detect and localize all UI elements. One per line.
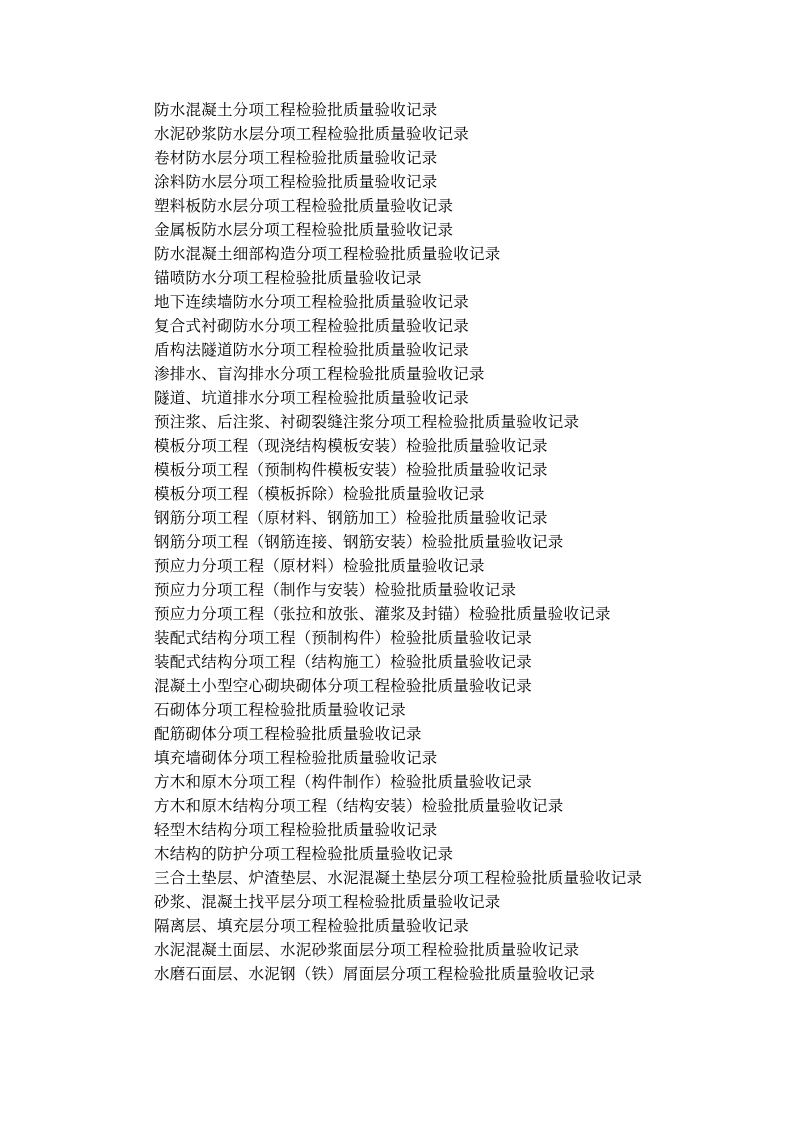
list-item: 填充墙砌体分项工程检验批质量验收记录 — [154, 749, 438, 767]
list-item: 复合式衬砌防水分项工程检验批质量验收记录 — [154, 317, 470, 335]
list-item: 水泥砂浆防水层分项工程检验批质量验收记录 — [154, 125, 470, 143]
list-item: 配筋砌体分项工程检验批质量验收记录 — [154, 725, 422, 743]
list-item: 预应力分项工程（原材料）检验批质量验收记录 — [154, 557, 485, 575]
list-item: 装配式结构分项工程（预制构件）检验批质量验收记录 — [154, 629, 533, 647]
list-item: 金属板防水层分项工程检验批质量验收记录 — [154, 221, 454, 239]
list-item: 地下连续墙防水分项工程检验批质量验收记录 — [154, 293, 470, 311]
record-form-list — [118, 98, 666, 986]
list-item: 石砌体分项工程检验批质量验收记录 — [154, 701, 407, 719]
list-item: 砂浆、混凝土找平层分项工程检验批质量验收记录 — [154, 893, 501, 911]
list-item: 盾构法隧道防水分项工程检验批质量验收记录 — [154, 341, 470, 359]
list-item: 水磨石面层、水泥钢（铁）屑面层分项工程检验批质量验收记录 — [154, 965, 596, 983]
list-item: 隧道、坑道排水分项工程检验批质量验收记录 — [154, 389, 470, 407]
list-item: 轻型木结构分项工程检验批质量验收记录 — [154, 821, 438, 839]
list-item: 锚喷防水分项工程检验批质量验收记录 — [154, 269, 422, 287]
list-item: 模板分项工程（预制构件模板安装）检验批质量验收记录 — [154, 461, 548, 479]
list-item: 水泥混凝土面层、水泥砂浆面层分项工程检验批质量验收记录 — [154, 941, 580, 959]
list-item: 模板分项工程（现浇结构模板安装）检验批质量验收记录 — [154, 437, 548, 455]
list-item: 卷材防水层分项工程检验批质量验收记录 — [154, 149, 438, 167]
list-item: 钢筋分项工程（钢筋连接、钢筋安装）检验批质量验收记录 — [154, 533, 564, 551]
list-item: 预注浆、后注浆、衬砌裂缝注浆分项工程检验批质量验收记录 — [154, 413, 580, 431]
list-item: 渗排水、盲沟排水分项工程检验批质量验收记录 — [154, 365, 485, 383]
list-item: 模板分项工程（模板拆除）检验批质量验收记录 — [154, 485, 485, 503]
list-item: 隔离层、填充层分项工程检验批质量验收记录 — [154, 917, 470, 935]
list-item: 木结构的防护分项工程检验批质量验收记录 — [154, 845, 454, 863]
list-item: 防水混凝土分项工程检验批质量验收记录 — [154, 101, 438, 119]
list-item: 防水混凝土细部构造分项工程检验批质量验收记录 — [154, 245, 501, 263]
list-item: 涂料防水层分项工程检验批质量验收记录 — [154, 173, 438, 191]
list-item: 混凝土小型空心砌块砌体分项工程检验批质量验收记录 — [154, 677, 533, 695]
list-item: 塑料板防水层分项工程检验批质量验收记录 — [154, 197, 454, 215]
list-item: 方木和原木分项工程（构件制作）检验批质量验收记录 — [154, 773, 533, 791]
list-item: 钢筋分项工程（原材料、钢筋加工）检验批质量验收记录 — [154, 509, 548, 527]
list-item: 方木和原木结构分项工程（结构安装）检验批质量验收记录 — [154, 797, 564, 815]
list-item: 预应力分项工程（制作与安装）检验批质量验收记录 — [154, 581, 517, 599]
list-item: 三合土垫层、炉渣垫层、水泥混凝土垫层分项工程检验批质量验收记录 — [154, 869, 643, 887]
list-item: 装配式结构分项工程（结构施工）检验批质量验收记录 — [154, 653, 533, 671]
list-item: 预应力分项工程（张拉和放张、灌浆及封锚）检验批质量验收记录 — [154, 605, 611, 623]
